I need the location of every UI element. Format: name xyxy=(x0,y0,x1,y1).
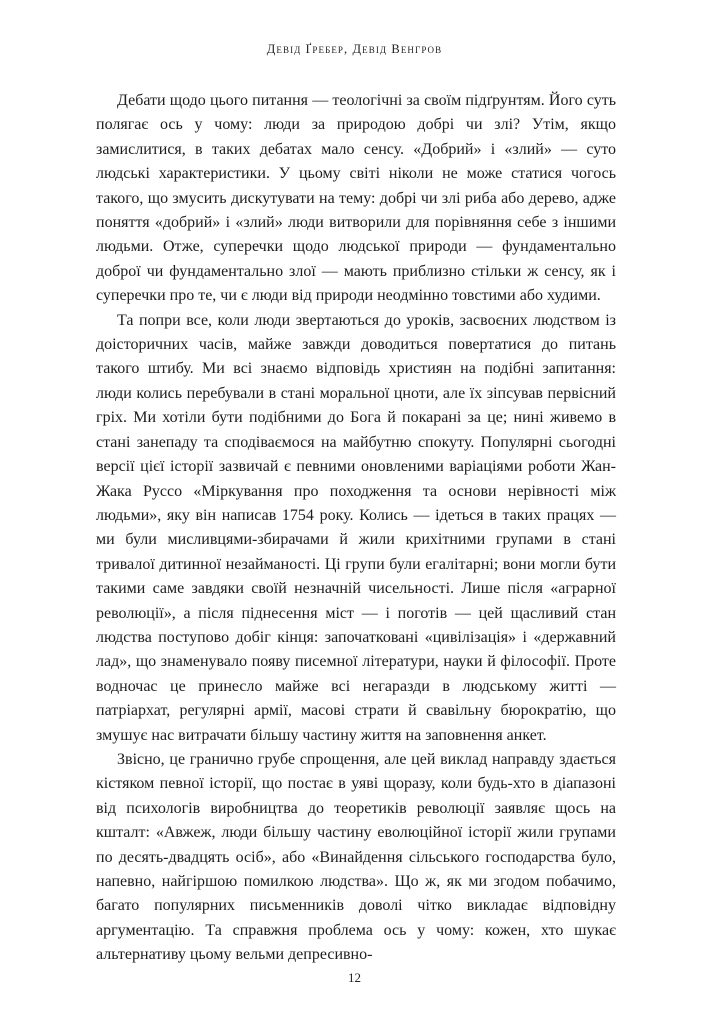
page-number: 12 xyxy=(348,970,361,985)
paragraph: Звісно, це гранично грубе спрощення, але цей виклад направду здається кістяком певної історії, що постає в уяві щоразу, коли будь-хто в діапазоні від психологів виробництва до теоретиків революції заявляє щось на кшталт: «Авжеж, люди більшу частину еволюційної історії жили групами по десять-двадцять осіб», або «Винайдення сільського господарства було, напевно, найгіршою помилкою людства». Що ж, як ми згодом побачимо, багато популярних письменників доволі чітко викладає відповідну аргументацію. Та справжня проблема ось у чому: кожен, хто шукає альтернативу цьому вельми депресивно- xyxy=(96,750,616,964)
body-text xyxy=(96,89,616,968)
paragraph: Та попри все, коли люди звертаються до уроків, засвоєних людством із доісторичних часів, майже завжди доводиться повертатися до питань такого штибу. Ми всі знаємо відповідь християн на подібні запитання: люди колись перебували в стані моральної цноти, але їх зіпсував первісний гріх. Ми хотіли бути подібними до Бога й покарані за це; нині живемо в стані занепаду та сподіваємося на майбутню спокуту. Популярні сьогодні версії цієї історії зазвичай є певними оновленими варіаціями роботи Жан-Жака Руссо «Міркування про походження та основи нерівності між людьми», яку він написав 1754 року. Колись — ідеться в таких працях — ми були мисливцями-збирачами й жили крихітними групами в стані тривалої дитинної незайманості. Ці групи були егалітарні; вони могли бути такими саме завдяки своїй незначній чисельності. Лише після «аграрної революції», а після піднесення міст — і поготів — цей щасливий стан людства поступово добіг кінця: започатковані «цивілізація» і «державний лад», що знаменувало появу писемної літератури, науки й філософії. Проте водночас це принесло майже всі негаразди в людському житті — патріархат, регулярні армії, масові страти й свавільну бюрократію, що змушує нас витрачати більшу частину життя на заповнення анкет. xyxy=(96,311,616,744)
paragraph: Дебати щодо цього питання — теологічні за своїм підґрунтям. Його суть полягає ось у чому: люди за природою добрі чи злі? Утім, якщо замислитися, в таких дебатах мало сенсу. «Добрий» і «злий» — суто людські характеристики. У цьому світі ніколи не може статися чогось такого, що змусить дискутувати на тему: добрі чи злі риба або дерево, адже поняття «добрий» і «злий» люди витворили для порівняння себе з іншими людьми. Отже, суперечки щодо людської природи — фундаментально доброї чи фундаментально злої — мають приблизно стільки ж сенсу, як і суперечки про те, чи є люди від природи неодмінно товстими або худими. xyxy=(96,92,616,305)
running-header: Девід Ґребер, Девід Венгров xyxy=(266,42,443,56)
